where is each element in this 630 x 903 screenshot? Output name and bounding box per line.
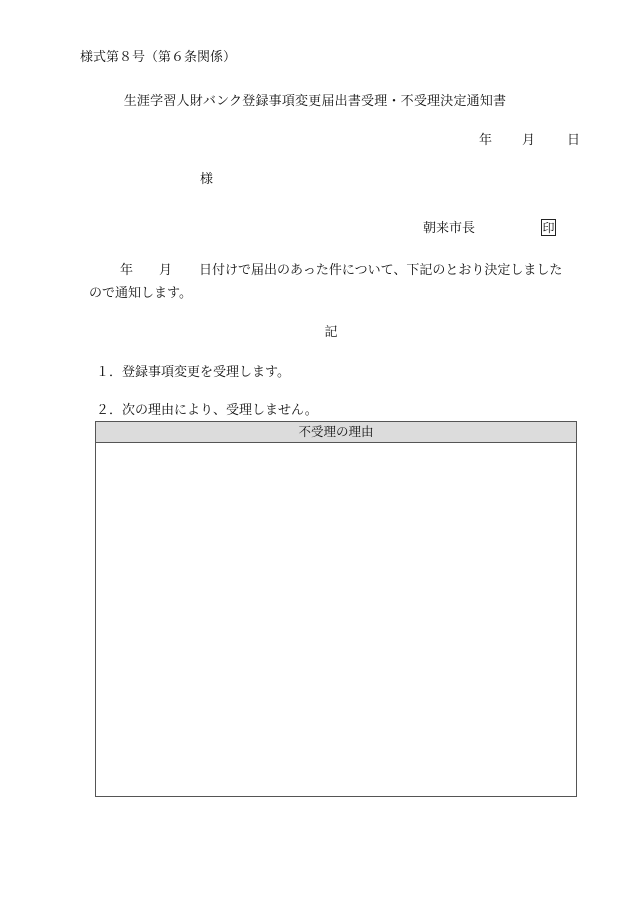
- ki-heading: 記: [324, 325, 338, 340]
- item-reject: ２．次の理由により、受理しません。: [96, 403, 318, 418]
- body-line-1: [120, 264, 562, 277]
- date-day-label: 日: [567, 133, 581, 148]
- addressee-suffix: 様: [200, 172, 214, 187]
- body-month-label: 月: [159, 263, 173, 278]
- reason-table: [95, 421, 577, 797]
- body-line-2: ので通知します。: [89, 286, 192, 301]
- item-accept: １．登録事項変更を受理します。: [96, 365, 290, 380]
- form-number: 様式第８号（第６条関係）: [80, 50, 237, 65]
- body-year-label: 年: [120, 263, 134, 278]
- document-title: 生涯学習人財バンク登録事項変更届出書受理・不受理決定通知書: [123, 94, 507, 109]
- date-row: [479, 134, 580, 147]
- seal-mark: 印: [542, 221, 555, 235]
- body-line1-text: 日付けで届出のあった件について、下記のとおり決定しました: [199, 263, 563, 278]
- date-month-label: 月: [522, 133, 536, 148]
- reason-table-body: [96, 443, 576, 797]
- reason-table-header: 不受理の理由: [96, 422, 576, 443]
- issuer-name: 朝来市長: [423, 221, 476, 236]
- date-year-label: 年: [479, 133, 493, 148]
